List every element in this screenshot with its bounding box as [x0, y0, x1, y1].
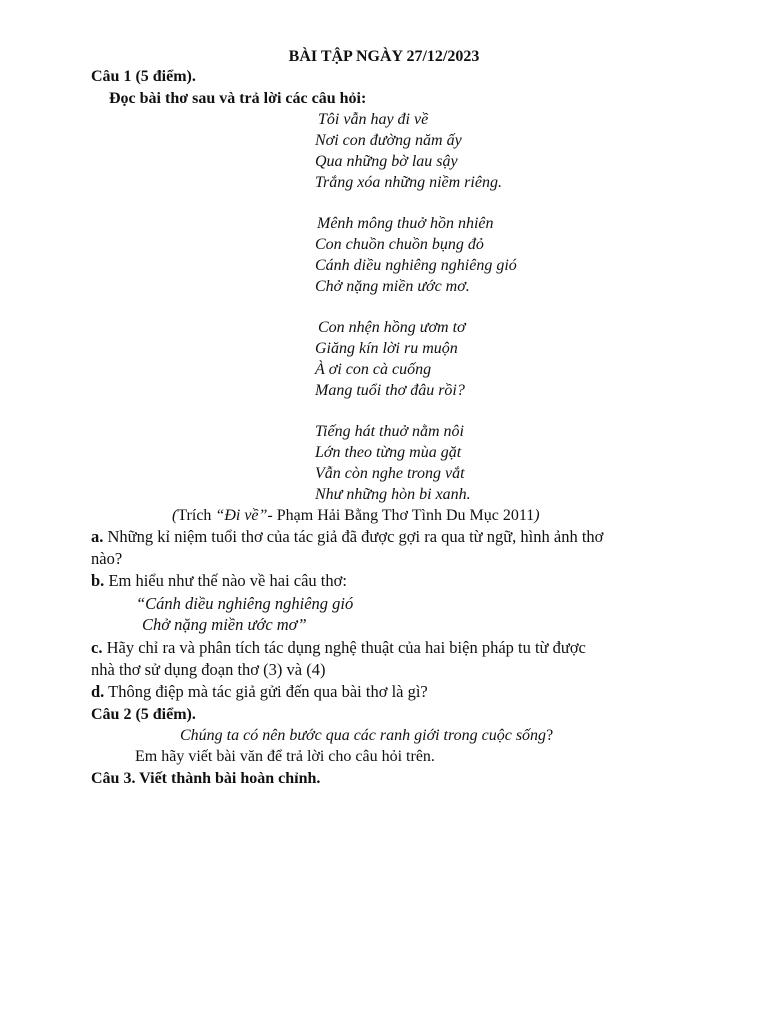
page-title: BÀI TẬP NGÀY 27/12/2023 — [288, 48, 480, 65]
question-1a-continued: nào? — [91, 549, 123, 568]
poem-line: Như những hòn bi xanh. — [315, 486, 471, 503]
question-2-heading: Câu 2 (5 điểm). — [91, 706, 196, 723]
poem-line: Qua những bờ lau sậy — [315, 153, 458, 170]
question-1d-label: d. — [91, 682, 105, 701]
question-1d-text: Thông điệp mà tác giả gửi đến qua bài thơ là gì? — [104, 682, 428, 701]
question-1b-quote: “Cánh diều nghiêng nghiêng gió — [136, 594, 354, 613]
question-1b-text: Em hiểu như thế nào về hai câu thơ: — [104, 571, 347, 590]
poem-line: Vẫn còn nghe trong vắt — [315, 465, 465, 482]
source-paren-close: ) — [534, 507, 540, 524]
question-2-task: Em hãy viết bài văn để trả lời cho câu hỏi trên. — [135, 748, 435, 765]
question-1c — [91, 638, 586, 658]
poem-source — [172, 506, 540, 526]
poem-line: Tôi vẫn hay đi về — [318, 111, 429, 128]
poem-line: Con chuồn chuồn bụng đỏ — [315, 236, 484, 253]
question-1a — [91, 527, 603, 547]
poem-line: Mang tuổi thơ đâu rồi? — [315, 382, 465, 399]
question-1-instruction: Đọc bài thơ sau và trả lời các câu hỏi: — [109, 90, 367, 107]
source-author: - Phạm Hải Bằng Thơ Tình Du Mục 2011 — [267, 507, 535, 524]
question-1b-label: b. — [91, 571, 105, 590]
poem-line: Tiếng hát thuở nằm nôi — [315, 423, 464, 440]
source-poem-title: “Đi về” — [215, 507, 268, 524]
poem-line: Mênh mông thuở hồn nhiên — [317, 215, 494, 232]
question-1a-text: Những kỉ niệm tuổi thơ của tác giả đã được gợi ra qua từ ngữ, hình ảnh thơ — [103, 527, 604, 546]
poem-line: Cánh diều nghiêng nghiêng gió — [315, 257, 517, 274]
question-1-heading: Câu 1 (5 điểm). — [91, 68, 196, 85]
poem-line: Con nhện hồng ươm tơ — [318, 319, 466, 336]
question-1d — [91, 682, 428, 702]
question-1a-label: a. — [91, 527, 104, 546]
poem-line: Trắng xóa những niềm riêng. — [315, 174, 502, 191]
poem-line: Lớn theo từng mùa gặt — [315, 444, 462, 461]
question-3-heading: Câu 3. Viết thành bài hoàn chỉnh. — [91, 770, 321, 787]
question-2-prompt-text: Chúng ta có nên bước qua các ranh giới trong cuộc sống — [180, 727, 547, 744]
question-1c-continued: nhà thơ sử dụng đoạn thơ (3) và (4) — [91, 660, 326, 679]
source-paren-open: ( — [172, 507, 178, 524]
question-1c-text: Hãy chỉ ra và phân tích tác dụng nghệ thuật của hai biện pháp tu từ được — [102, 638, 586, 657]
question-2-prompt — [180, 726, 553, 746]
question-1c-label: c. — [91, 638, 103, 657]
question-1b-quote: Chở nặng miền ước mơ” — [142, 615, 307, 634]
question-1b — [91, 571, 347, 591]
poem-line: Nơi con đường năm ấy — [315, 132, 462, 149]
source-trich: Trích — [177, 507, 216, 524]
poem-line: Giăng kín lời ru muộn — [315, 340, 458, 357]
poem-line: À ơi con cà cuống — [315, 361, 432, 378]
question-2-prompt-mark: ? — [546, 727, 554, 744]
poem-line: Chở nặng miền ước mơ. — [315, 278, 470, 295]
